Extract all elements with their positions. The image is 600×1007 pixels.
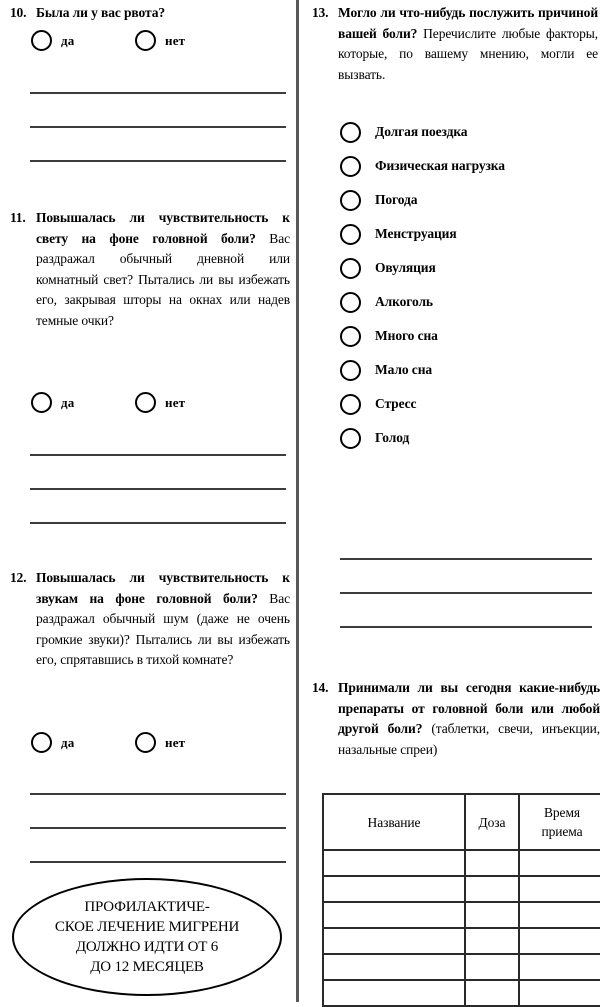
- cell-time[interactable]: [519, 980, 600, 1006]
- cell-dose[interactable]: [465, 980, 519, 1006]
- write-in-line[interactable]: [30, 92, 286, 94]
- option-label: Алкоголь: [375, 294, 433, 309]
- radio-circle-icon[interactable]: [340, 190, 361, 211]
- question-11-option-yes[interactable]: [31, 392, 74, 413]
- question-13-number: 13.: [312, 5, 329, 20]
- callout-line-1: ПРОФИЛАКТИЧЕ-: [84, 899, 210, 915]
- question-12-number: 12.: [10, 570, 27, 585]
- table-row: [323, 980, 600, 1006]
- option-label: Много сна: [375, 328, 438, 343]
- cell-dose[interactable]: [465, 876, 519, 902]
- callout-line-2: СКОЕ ЛЕЧЕНИЕ МИГРЕНИ: [54, 919, 240, 935]
- question-10-option-no-label: нет: [165, 33, 186, 48]
- table-header-dose: Доза: [465, 794, 519, 850]
- option-label: Менструация: [375, 226, 457, 241]
- option-row-malo-sna[interactable]: [340, 353, 505, 387]
- write-in-line[interactable]: [340, 626, 592, 628]
- question-11-body: [36, 208, 290, 331]
- question-11-number: 11.: [10, 210, 26, 225]
- table-header-time: [519, 794, 600, 850]
- radio-circle-icon[interactable]: [135, 30, 156, 51]
- left-column: [0, 0, 294, 1002]
- question-11: [10, 208, 290, 331]
- radio-circle-icon[interactable]: [340, 292, 361, 313]
- option-row-golod[interactable]: [340, 421, 505, 455]
- question-13-options: [340, 115, 505, 455]
- table-row: [323, 850, 600, 876]
- question-10-option-yes-label: да: [61, 33, 75, 48]
- question-12-option-yes[interactable]: [31, 732, 74, 753]
- option-label: Мало сна: [375, 362, 433, 377]
- cell-name[interactable]: [323, 902, 465, 928]
- question-13-body: [338, 3, 598, 85]
- table-row: [323, 928, 600, 954]
- radio-circle-icon[interactable]: [340, 258, 361, 279]
- question-11-text-rest: Вас раздражал обычный дневной или комнатный свет? Пытались ли вы избежать его, закрывая шторы на окнах или надев темные очки?: [36, 230, 290, 328]
- callout-line-4: ДО 12 МЕСЯЦЕВ: [90, 959, 204, 975]
- option-label: Погода: [375, 192, 418, 207]
- cell-time[interactable]: [519, 902, 600, 928]
- radio-circle-icon[interactable]: [340, 394, 361, 415]
- prevention-callout-oval: [12, 878, 282, 996]
- cell-name[interactable]: [323, 876, 465, 902]
- write-in-line[interactable]: [340, 592, 592, 594]
- question-12-option-no[interactable]: [135, 732, 185, 753]
- table-header-name: Название: [323, 794, 465, 850]
- question-12-text: [36, 568, 290, 671]
- question-12-option-no-label: нет: [165, 735, 186, 750]
- radio-circle-icon[interactable]: [340, 326, 361, 347]
- cell-time[interactable]: [519, 850, 600, 876]
- option-row-stress[interactable]: [340, 387, 505, 421]
- option-label: Долгая поездка: [375, 124, 468, 139]
- radio-circle-icon[interactable]: [340, 122, 361, 143]
- question-12-body: [36, 568, 290, 671]
- question-10-number: 10.: [10, 5, 27, 20]
- cell-name[interactable]: [323, 980, 465, 1006]
- cell-name[interactable]: [323, 954, 465, 980]
- question-10-text-bold: Была ли у вас рвота?: [36, 5, 165, 20]
- table-header-time-line1: Время: [544, 805, 580, 820]
- question-12-answer-row: [0, 732, 294, 758]
- question-14: [312, 678, 600, 760]
- radio-circle-icon[interactable]: [31, 30, 52, 51]
- table-header-row: [323, 794, 600, 850]
- radio-circle-icon[interactable]: [135, 732, 156, 753]
- radio-circle-icon[interactable]: [31, 732, 52, 753]
- question-11-text: [36, 208, 290, 331]
- option-label: Стресс: [375, 396, 417, 411]
- question-12: [10, 568, 290, 671]
- question-11-answer-row: [0, 392, 294, 418]
- write-in-line[interactable]: [30, 454, 286, 456]
- question-11-option-yes-label: да: [61, 395, 75, 410]
- question-10-body: [36, 3, 288, 24]
- table-row: [323, 902, 600, 928]
- radio-circle-icon[interactable]: [340, 156, 361, 177]
- question-10-text: [36, 3, 288, 24]
- table-row: [323, 954, 600, 980]
- question-14-text-rest: (таблетки, свечи, инъекции, назальные спреи): [338, 721, 600, 757]
- cell-name[interactable]: [323, 850, 465, 876]
- question-10-answer-row: [0, 30, 294, 56]
- table-row: [323, 876, 600, 902]
- table-header-time-line2: приема: [541, 824, 583, 839]
- option-row-menstruatsiya[interactable]: [340, 217, 505, 251]
- question-11-text-bold: Повышалась ли чувствительность к свету на фоне головной боли?: [36, 210, 290, 246]
- write-in-line[interactable]: [30, 861, 286, 863]
- question-14-body: [338, 678, 600, 760]
- question-13: [312, 3, 598, 85]
- cell-time[interactable]: [519, 928, 600, 954]
- question-12-text-rest: Вас раздражал обычный шум (даже не очень громкие звуки)? Пытались ли вы избежать его, спрятавшись в тихой комнате?: [36, 590, 290, 667]
- option-label: Физическая нагрузка: [375, 158, 505, 173]
- option-row-mnogo-sna[interactable]: [340, 319, 505, 353]
- radio-circle-icon[interactable]: [340, 224, 361, 245]
- callout-line-3: ДОЛЖНО ИДТИ ОТ 6: [75, 939, 219, 955]
- cell-dose[interactable]: [465, 954, 519, 980]
- cell-name[interactable]: [323, 928, 465, 954]
- radio-circle-icon[interactable]: [340, 428, 361, 449]
- cell-dose[interactable]: [465, 850, 519, 876]
- question-10: [10, 3, 288, 24]
- write-in-line[interactable]: [30, 126, 286, 128]
- question-14-text: [338, 678, 600, 760]
- question-10-option-no[interactable]: [135, 30, 185, 51]
- write-in-line[interactable]: [30, 488, 286, 490]
- question-11-option-no[interactable]: [135, 392, 185, 413]
- write-in-line[interactable]: [340, 558, 592, 560]
- option-row-pogoda[interactable]: [340, 183, 505, 217]
- write-in-line[interactable]: [30, 827, 286, 829]
- option-row-ovulyatsiya[interactable]: [340, 251, 505, 285]
- write-in-line[interactable]: [30, 160, 286, 162]
- question-13-text-rest: Перечислите любые факторы, которые, по вашему мнению, могли ее вызвать.: [338, 25, 598, 82]
- option-row-alkogol[interactable]: [340, 285, 505, 319]
- question-13-text: [338, 3, 598, 85]
- question-10-option-yes[interactable]: [31, 30, 74, 51]
- prevention-callout-text: [47, 897, 247, 977]
- radio-circle-icon[interactable]: [340, 360, 361, 381]
- write-in-line[interactable]: [30, 522, 286, 524]
- question-14-number: 14.: [312, 680, 329, 695]
- cell-time[interactable]: [519, 876, 600, 902]
- table-body: [323, 850, 600, 1006]
- option-row-fizicheskaya-nagruzka[interactable]: [340, 149, 505, 183]
- question-12-text-bold: Повышалась ли чувствительность к звукам на фоне головной боли?: [36, 570, 290, 606]
- write-in-line[interactable]: [30, 793, 286, 795]
- cell-dose[interactable]: [465, 928, 519, 954]
- question-11-option-no-label: нет: [165, 395, 186, 410]
- question-13-text-bold: Могло ли что-нибудь послужить причиной вашей боли?: [338, 5, 598, 41]
- question-14-text-bold: Принимали ли вы сегодня какие-нибудь препараты от головной боли или любой другой боли?: [338, 680, 600, 736]
- radio-circle-icon[interactable]: [31, 392, 52, 413]
- column-divider: [296, 0, 299, 1002]
- radio-circle-icon[interactable]: [135, 392, 156, 413]
- question-12-option-yes-label: да: [61, 735, 75, 750]
- option-label: Овуляция: [375, 260, 436, 275]
- medication-table: [322, 793, 600, 1007]
- cell-time[interactable]: [519, 954, 600, 980]
- cell-dose[interactable]: [465, 902, 519, 928]
- option-label: Голод: [375, 430, 410, 445]
- option-row-dolgaya-poezdka[interactable]: [340, 115, 505, 149]
